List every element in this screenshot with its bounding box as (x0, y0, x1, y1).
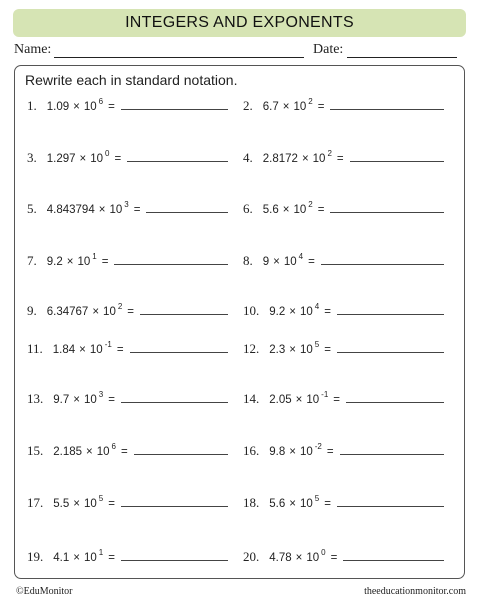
coefficient: 4.843794 (46, 204, 95, 216)
equals-sign: = (114, 153, 122, 165)
answer-blank[interactable] (134, 454, 228, 455)
equals-sign: = (324, 344, 331, 356)
answer-blank[interactable] (114, 264, 228, 265)
problem-number: 16. (243, 443, 260, 458)
times-sign: × (92, 306, 100, 318)
times-sign: × (289, 446, 296, 458)
coefficient: 6.7 (262, 101, 279, 113)
times-sign: × (289, 344, 296, 356)
exponent: -1 (321, 390, 329, 400)
problem-20 (243, 549, 444, 565)
coefficient: 4.78 (269, 552, 292, 564)
problem-expression (263, 201, 325, 216)
exponent: 6 (98, 97, 104, 107)
answer-blank[interactable] (140, 314, 228, 315)
coefficient: 9.2 (269, 306, 286, 318)
problem-expression (269, 303, 331, 318)
base-ten: 10 (103, 306, 116, 318)
problem-6 (243, 201, 444, 217)
problem-expression (269, 341, 331, 356)
times-sign: × (295, 394, 303, 406)
problem-number: 13. (27, 391, 44, 406)
coefficient: 5.5 (53, 498, 70, 510)
problem-number: 20. (243, 549, 260, 564)
coefficient: 1.84 (52, 344, 76, 356)
instructions: Rewrite each in standard notation. (25, 72, 238, 88)
problem-number: 15. (27, 443, 44, 458)
problem-expression (263, 150, 344, 165)
equals-sign: = (121, 446, 128, 458)
base-ten: 10 (83, 394, 97, 406)
equals-sign: = (317, 101, 325, 113)
problem-5 (27, 201, 228, 217)
equals-sign: = (127, 306, 135, 318)
exponent: 5 (98, 494, 104, 504)
answer-blank[interactable] (121, 109, 228, 110)
base-ten: 10 (306, 552, 320, 564)
exponent: 2 (308, 97, 313, 107)
answer-blank[interactable] (321, 264, 444, 265)
equals-sign: = (324, 498, 331, 510)
equals-sign: = (333, 394, 340, 406)
footer-copyright: ©EduMonitor (16, 586, 73, 597)
equals-sign: = (317, 204, 325, 216)
name-label: Name: (14, 42, 52, 57)
exponent: 5 (314, 340, 320, 350)
answer-blank[interactable] (343, 560, 444, 561)
exponent: 1 (98, 548, 104, 558)
equals-sign: = (324, 306, 331, 318)
problem-expression (269, 549, 337, 564)
problem-11 (27, 341, 228, 357)
problem-number: 4. (243, 150, 253, 165)
problem-1 (27, 98, 228, 114)
answer-blank[interactable] (337, 506, 444, 507)
exponent: -1 (104, 340, 112, 350)
exponent: 4 (298, 252, 304, 262)
times-sign: × (282, 101, 290, 113)
times-sign: × (289, 306, 296, 318)
problem-number: 3. (27, 150, 37, 165)
problem-number: 10. (243, 303, 260, 318)
footer-website: theeducationmonitor.com (364, 586, 466, 597)
problem-expression (53, 341, 124, 356)
problem-number: 19. (27, 549, 44, 564)
problem-8 (243, 253, 444, 269)
base-ten: 10 (96, 446, 110, 458)
times-sign: × (295, 552, 303, 564)
problem-4 (243, 150, 444, 166)
coefficient: 2.05 (269, 394, 292, 406)
answer-blank[interactable] (350, 161, 444, 162)
coefficient: 2.8172 (262, 153, 298, 165)
times-sign: × (98, 204, 106, 216)
problem-14 (243, 391, 444, 407)
times-sign: × (73, 101, 80, 113)
problem-number: 2. (243, 98, 253, 113)
problem-expression (269, 443, 333, 458)
problem-number: 17. (27, 495, 44, 510)
coefficient: 5.6 (262, 204, 279, 216)
date-label: Date: (313, 42, 344, 57)
base-ten: 10 (306, 394, 320, 406)
times-sign: × (86, 446, 93, 458)
problem-expression (263, 253, 315, 268)
problem-expression (53, 443, 127, 458)
date-field[interactable] (347, 57, 457, 58)
problem-7 (27, 253, 228, 269)
problem-expression (269, 391, 340, 406)
equals-sign: = (336, 153, 344, 165)
answer-blank[interactable] (121, 402, 228, 403)
problem-number: 18. (243, 495, 260, 510)
coefficient: 4.1 (53, 552, 70, 564)
times-sign: × (66, 256, 74, 268)
exponent: 3 (98, 390, 104, 400)
exponent: 2 (117, 302, 123, 312)
exponent: 3 (124, 200, 129, 210)
times-sign: × (289, 498, 296, 510)
answer-blank[interactable] (330, 109, 444, 110)
problem-13 (27, 391, 228, 407)
coefficient: 5.6 (269, 498, 286, 510)
problem-15 (27, 443, 228, 459)
answer-blank[interactable] (337, 352, 444, 353)
problem-number: 1. (27, 98, 37, 113)
base-ten: 10 (293, 101, 307, 113)
exponent: -2 (314, 442, 322, 452)
problem-expression (269, 495, 331, 510)
equals-sign: = (101, 256, 109, 268)
problem-number: 11. (27, 341, 43, 356)
answer-blank[interactable] (346, 402, 444, 403)
base-ten: 10 (89, 344, 103, 356)
coefficient: 9.8 (269, 446, 286, 458)
answer-blank[interactable] (130, 352, 228, 353)
base-ten: 10 (283, 256, 297, 268)
answer-blank[interactable] (146, 212, 228, 213)
equals-sign: = (330, 552, 338, 564)
exponent: 0 (321, 548, 326, 558)
base-ten: 10 (83, 101, 97, 113)
problem-10 (243, 303, 444, 319)
problem-expression (47, 201, 141, 216)
exponent: 5 (314, 494, 320, 504)
base-ten: 10 (90, 153, 104, 165)
coefficient: 2.185 (53, 446, 83, 458)
problem-12 (243, 341, 444, 357)
base-ten: 10 (77, 256, 91, 268)
exponent: 1 (92, 252, 97, 262)
problem-number: 5. (27, 201, 37, 216)
equals-sign: = (116, 344, 124, 356)
equals-sign: = (326, 446, 334, 458)
times-sign: × (73, 498, 80, 510)
problem-9 (27, 303, 228, 319)
times-sign: × (73, 552, 80, 564)
exponent: 4 (314, 302, 320, 312)
answer-blank[interactable] (330, 212, 444, 213)
answer-blank[interactable] (121, 506, 228, 507)
problem-number: 12. (243, 341, 260, 356)
equals-sign: = (133, 204, 141, 216)
times-sign: × (73, 394, 80, 406)
coefficient: 1.09 (46, 101, 70, 113)
base-ten: 10 (299, 344, 313, 356)
equals-sign: = (108, 552, 115, 564)
problem-number: 9. (27, 303, 37, 318)
base-ten: 10 (299, 446, 313, 458)
base-ten: 10 (109, 204, 123, 216)
problem-2 (243, 98, 444, 114)
problem-number: 14. (243, 391, 260, 406)
problem-expression (53, 391, 115, 406)
times-sign: × (79, 153, 87, 165)
problem-expression (47, 303, 134, 318)
problem-expression (53, 495, 115, 510)
problem-3 (27, 150, 228, 166)
exponent: 2 (327, 149, 332, 159)
base-ten: 10 (83, 552, 97, 564)
answer-blank[interactable] (337, 314, 444, 315)
base-ten: 10 (83, 498, 97, 510)
coefficient: 1.297 (46, 153, 76, 165)
problem-17 (27, 495, 228, 511)
problem-number: 6. (243, 201, 253, 216)
times-sign: × (301, 153, 309, 165)
exponent: 0 (105, 149, 110, 159)
problem-19 (27, 549, 228, 565)
equals-sign: = (308, 256, 315, 268)
coefficient: 6.34767 (46, 306, 89, 318)
base-ten: 10 (293, 204, 307, 216)
coefficient: 2.3 (269, 344, 286, 356)
base-ten: 10 (312, 153, 326, 165)
problem-expression (263, 98, 325, 113)
problem-expression (53, 549, 115, 564)
answer-blank[interactable] (340, 454, 444, 455)
exponent: 6 (111, 442, 116, 452)
problem-expression (47, 98, 115, 113)
answer-blank[interactable] (121, 560, 228, 561)
problem-expression (47, 253, 109, 268)
equals-sign: = (108, 394, 115, 406)
base-ten: 10 (299, 498, 313, 510)
times-sign: × (273, 256, 280, 268)
worksheet-title: INTEGERS AND EXPONENTS (13, 9, 466, 37)
times-sign: × (282, 204, 290, 216)
problem-number: 7. (27, 253, 37, 268)
problem-16 (243, 443, 444, 459)
base-ten: 10 (299, 306, 313, 318)
times-sign: × (79, 344, 86, 356)
problem-18 (243, 495, 444, 511)
equals-sign: = (108, 498, 115, 510)
exponent: 2 (308, 200, 313, 210)
coefficient: 9.2 (46, 256, 63, 268)
coefficient: 9.7 (53, 394, 70, 406)
answer-blank[interactable] (127, 161, 228, 162)
problem-expression (47, 150, 121, 165)
coefficient: 9 (262, 256, 270, 268)
equals-sign: = (108, 101, 115, 113)
name-field[interactable] (54, 57, 304, 58)
problem-number: 8. (243, 253, 253, 268)
